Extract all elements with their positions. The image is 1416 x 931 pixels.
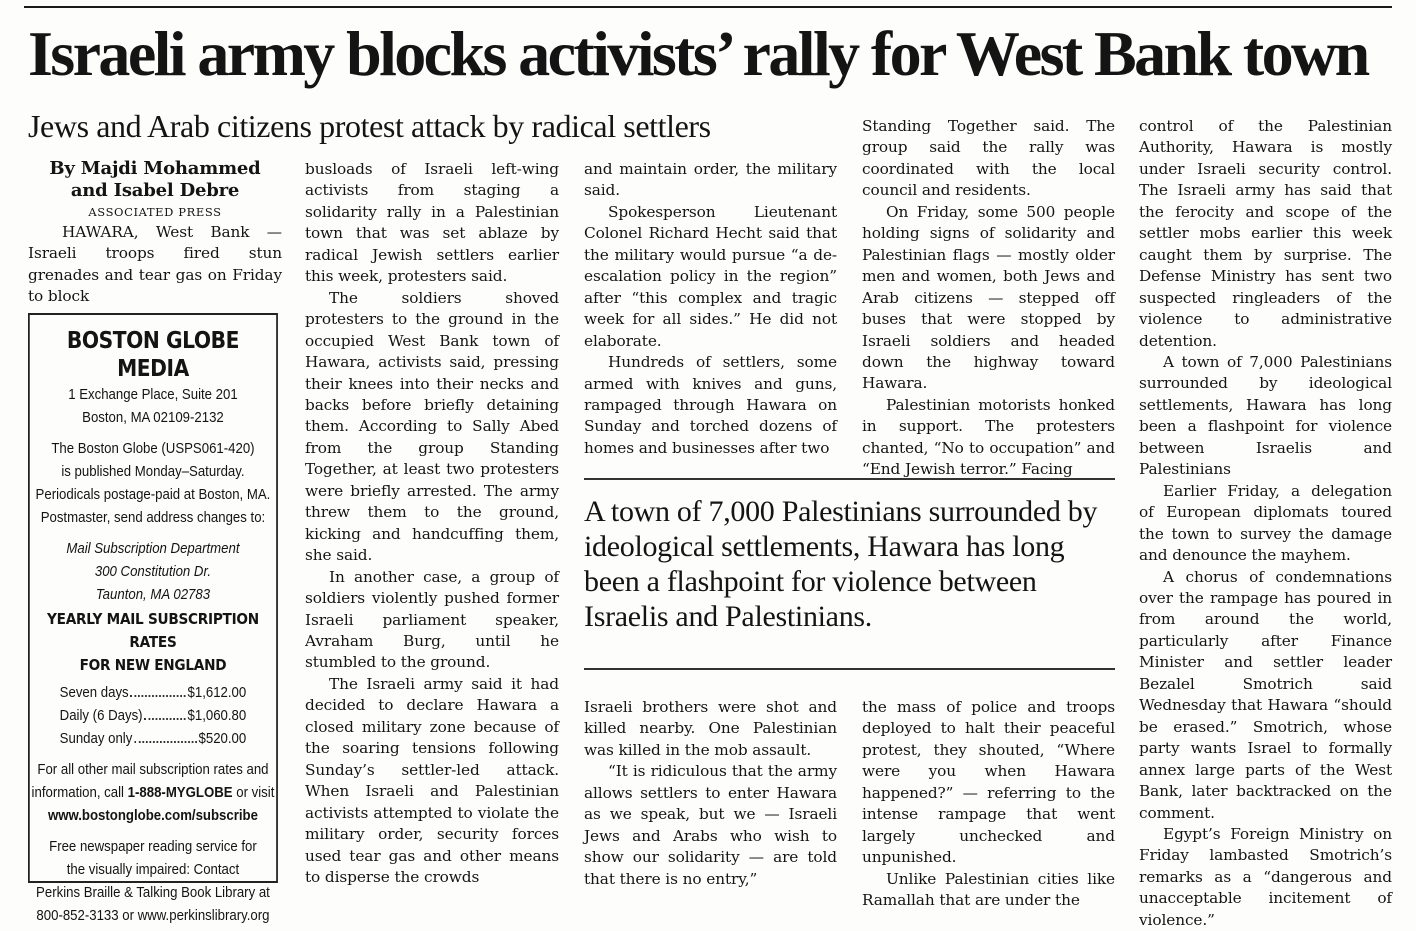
col3-paragraph: Hundreds of settlers, some armed with knives and guns, rampaged through Hawara on Sunday and torched dozens of homes and businesses after two bbox=[584, 353, 837, 457]
pullquote-rule-top bbox=[584, 478, 1115, 480]
column-4-bottom bbox=[862, 697, 1115, 912]
col5-paragraph: Egypt’s Foreign Ministry on Friday lambasted Smotrich’s remarks as a “dangerous and unacceptable incitement of violence.” bbox=[1139, 824, 1392, 929]
infobox-brand: BOSTON GLOBE MEDIA bbox=[66, 328, 240, 382]
rate-label: Seven days bbox=[59, 684, 129, 701]
col5-paragraph: control of the Palestinian Authority, Hawara is mostly under Israeli security control. The Israeli army has said that the ferocity and scope of the settler mobs earlier this week caught them by surprise. The Defense Ministry has sent two suspected ringleaders of the violence to administrative detention. bbox=[1139, 117, 1392, 350]
infobox-other-1: For all other mail subscription rates and bbox=[37, 761, 269, 778]
pullquote-rule-bottom bbox=[584, 668, 1115, 670]
infobox-pub-2: is published Monday–Saturday. bbox=[61, 463, 245, 480]
pullquote: A town of 7,000 Palestinians surrounded by ideological settlements, Hawara has long been a flashpoint for violence between Israelis and Palestinians. bbox=[584, 495, 1098, 633]
headline: Israeli army blocks activists’ rally for West Bank town bbox=[28, 18, 1368, 89]
byline-line-1: By Majdi Mohammed bbox=[49, 158, 261, 179]
rate-price: $1,060.80 bbox=[187, 707, 247, 724]
column-4-top bbox=[862, 116, 1115, 481]
agency-credit: ASSOCIATED PRESS bbox=[88, 205, 222, 219]
subscription-infobox bbox=[28, 313, 278, 924]
col4-paragraph: Palestinian motorists honked in support. The protesters chanted, “No to occupation” and “End Jewish terror.” Facing bbox=[862, 395, 1115, 479]
rate-label: Sunday only bbox=[59, 730, 133, 747]
rate-row bbox=[60, 727, 247, 750]
infobox-subscribe-link[interactable]: www.bostonglobe.com/subscribe bbox=[47, 807, 258, 824]
infobox-address-1: 1 Exchange Place, Suite 201 bbox=[68, 386, 238, 403]
col5-paragraph: Earlier Friday, a delegation of European diplomats toured the town to survey the damage and denounce the mayhem. bbox=[1139, 481, 1392, 565]
infobox-mail-2: 300 Constitution Dr. bbox=[94, 563, 212, 580]
col4-paragraph: On Friday, some 500 people holding signs of solidarity and Palestinian flags — mostly older men and women, both Jews and Arab citizens — stepped off buses that were stopped by Israeli soldiers and headed down the highway toward Hawara. bbox=[862, 202, 1115, 393]
rate-row bbox=[60, 704, 247, 727]
column-1 bbox=[28, 158, 282, 308]
infobox-mail-1: Mail Subscription Department bbox=[66, 540, 240, 557]
col4-paragraph: Standing Together said. The group said the rally was coordinated with the local council and residents. bbox=[862, 117, 1115, 200]
infobox-free-2: the visually impaired: Contact bbox=[66, 861, 240, 878]
rate-price: $520.00 bbox=[198, 730, 247, 747]
infobox-phone: 1-888-MYGLOBE bbox=[127, 784, 233, 801]
infobox-address-2: Boston, MA 02109-2132 bbox=[82, 409, 224, 426]
col2-paragraph: The Israeli army said it had decided to declare Hawara a closed military zone because of the soaring tensions following Sunday’s settler-led attack. When Israeli and Palestinian activists attempted to violate the military order, security forces used tear gas and other means to disperse the crowds bbox=[305, 674, 559, 886]
rate-row bbox=[60, 681, 247, 704]
column-2 bbox=[305, 159, 559, 888]
infobox-pub-1: The Boston Globe (USPS061-420) bbox=[51, 440, 255, 457]
column-3-top bbox=[584, 159, 837, 459]
infobox-mail-3: Taunton, MA 02783 bbox=[95, 586, 211, 603]
col4-paragraph: the mass of police and troops deployed to halt their peaceful protest, they shouted, “Where were you when Hawara happened?” — referring to the intense rampage that went largely unchecked and unpunished. bbox=[862, 698, 1115, 867]
infobox-free-4: 800-852-3133 or www.perkinslibrary.org bbox=[36, 907, 270, 924]
rate-price: $1,612.00 bbox=[187, 684, 247, 701]
infobox-pub-4: Postmaster, send address changes to: bbox=[40, 509, 266, 526]
col2-paragraph: The soldiers shoved protesters to the ground in the occupied West Bank town of Hawara, activists said, pressing their knees into their necks and backs before briefly detaining them. According to Sally Abed from the group Standing Together, at least two protesters were briefly arrested. The army threw them to the ground, kicking and handcuffing them, she said. bbox=[305, 288, 559, 565]
col3-paragraph: and maintain order, the military said. bbox=[584, 160, 837, 200]
top-rule bbox=[24, 6, 1392, 8]
infobox-other-2: information, call 1-888-MYGLOBE or visit bbox=[31, 784, 275, 801]
col3-paragraph: “It is ridiculous that the army allows settlers to enter Hawara as we speak, but we — Israeli Jews and Arabs who wish to show our solidarity — are told that there is no entry,” bbox=[584, 762, 837, 888]
col2-paragraph: In another case, a group of soldiers violently pushed former Israeli parliament speaker, Avraham Burg, until he stumbled to the ground. bbox=[305, 567, 559, 672]
infobox-pub-3: Periodicals postage-paid at Boston, MA. bbox=[35, 486, 271, 503]
col5-paragraph: A town of 7,000 Palestinians surrounded by ideological settlements, Hawara has long been a flashpoint for violence between Israelis and Palestinians bbox=[1139, 352, 1392, 479]
column-5 bbox=[1139, 116, 1392, 931]
col1-paragraph: HAWARA, West Bank — Israeli troops fired stun grenades and tear gas on Friday to block bbox=[28, 223, 282, 306]
deck-subheadline: Jews and Arab citizens protest attack by radical settlers bbox=[28, 108, 711, 144]
infobox-rates-heading-2: FOR NEW ENGLAND bbox=[79, 656, 227, 674]
col5-paragraph: A chorus of condemnations over the rampage has poured in from around the world, particularly after Finance Minister and settler leader Bezalel Smotrich said Wednesday that Hawara “should be erased.” Smotrich, whose party wants Israel to formally annex large parts of the West Bank, later backtracked on the comment. bbox=[1139, 567, 1392, 822]
rate-label: Daily (6 Days) bbox=[59, 707, 143, 724]
infobox-free-1: Free newspaper reading service for bbox=[49, 838, 257, 855]
col2-paragraph: busloads of Israeli left-wing activists from staging a solidarity rally in a Palestinian town that was set ablaze by radical Jewish settlers earlier this week, protesters said. bbox=[305, 160, 559, 286]
column-3-bottom bbox=[584, 697, 837, 890]
byline-line-2: and Isabel Debre bbox=[70, 180, 240, 201]
infobox-free-3: Perkins Braille & Talking Book Library at bbox=[36, 884, 270, 901]
col4-paragraph: Unlike Palestinian cities like Ramallah that are under the bbox=[862, 869, 1115, 910]
col3-paragraph: Spokesperson Lieutenant Colonel Richard Hecht said that the military would pursue “a de-escalation policy in the region” after “this complex and tragic week for all sides.” He did not elaborate. bbox=[584, 202, 837, 350]
infobox-rates-heading-1: YEARLY MAIL SUBSCRIPTION RATES bbox=[47, 610, 259, 651]
col3-paragraph: Israeli brothers were shot and killed nearby. One Palestinian was killed in the mob assault. bbox=[584, 698, 837, 759]
